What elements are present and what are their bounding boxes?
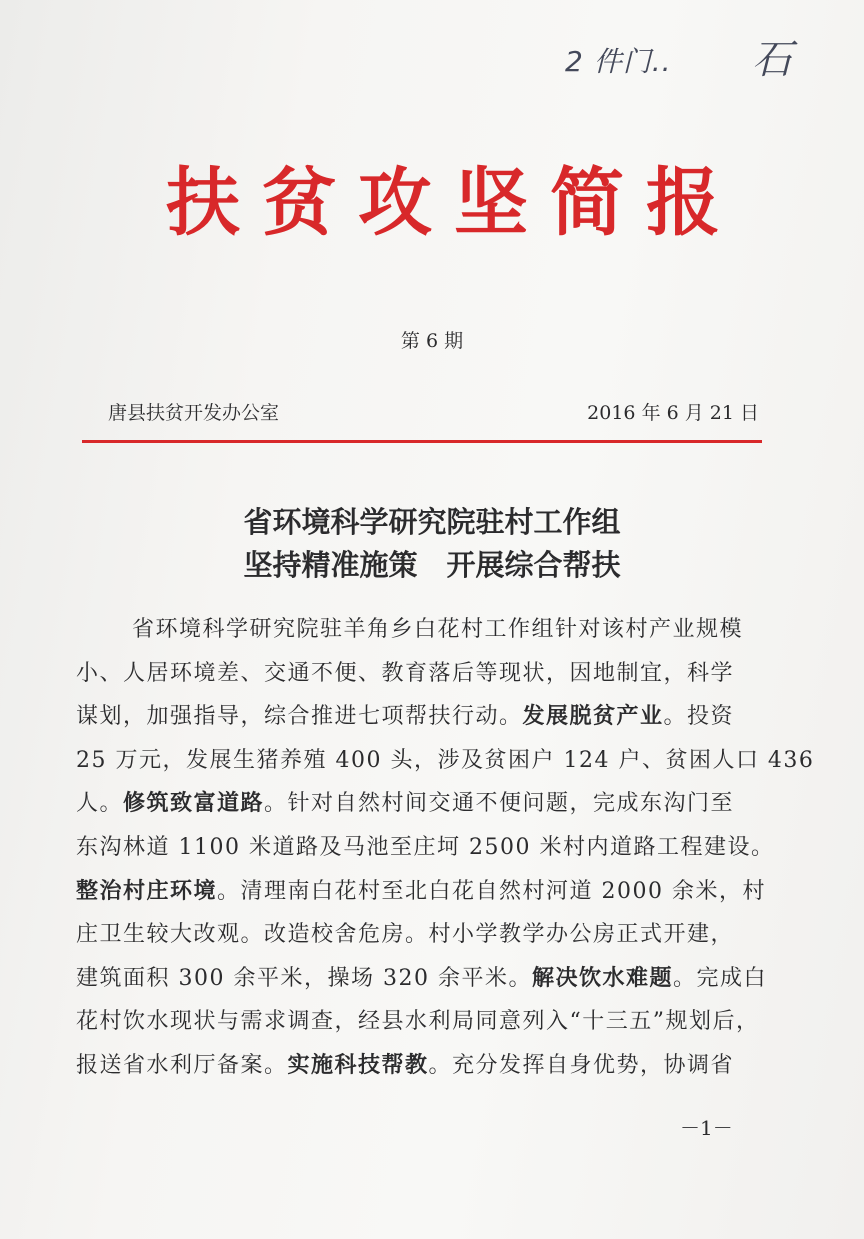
article-body [76,608,815,1088]
issuing-office: 唐县扶贫开发办公室 [108,402,280,424]
body-line: 25 万元，发展生猪养殖 400 头，涉及贫困户 124 户、贫困人口 436 [76,747,815,773]
handwritten-note: 2 件门.. [565,45,672,78]
keyword-highlight: 解决饮水难题 [531,965,673,991]
body-line: 花村饮水现状与需求调查，经县水利局同意列入“十三五”规划后， [76,1009,760,1035]
issue-number: 第 6 期 [400,330,464,352]
handwritten-mark: 石 [752,37,792,83]
keyword-highlight: 实施科技帮教 [287,1052,429,1078]
body-line: 整治村庄环境。清理南白花村至北白花自然村河道 2000 余米，村 [76,878,766,904]
keyword-highlight: 发展脱贫产业 [522,704,664,730]
article-headline-line2: 坚持精准施策 开展综合帮扶 [243,548,621,582]
keyword-highlight: 修筑致富道路 [123,791,265,817]
article-headline-line1: 省环境科学研究院驻村工作组 [243,505,621,539]
body-line: 建筑面积 300 余平米，操场 320 余平米。解决饮水难题。完成白 [76,965,767,991]
bulletin-title: 扶贫攻坚简报 [166,160,742,246]
keyword-highlight: 整治村庄环境 [76,878,218,904]
issue-date: 2016 年 6 月 21 日 [587,402,759,424]
header-divider [82,440,762,443]
body-line: 东沟林道 1100 米道路及马池至庄坷 2500 米村内道路工程建设。 [76,834,775,860]
body-line: 报送省水利厅备案。实施科技帮教。充分发挥自身优势，协调省 [76,1052,735,1078]
body-line: 省环境科学研究院驻羊角乡白花村工作组针对该村产业规模 [132,617,744,642]
body-line: 庄卫生较大改观。改造校舍危房。村小学教学办公房正式开建， [76,922,735,948]
body-line: 人。修筑致富道路。针对自然村间交通不便问题，完成东沟门至 [76,791,735,817]
page-number: －1－ [680,1116,733,1140]
body-line: 谋划，加强指导，综合推进七项帮扶行动。发展脱贫产业。投资 [76,704,735,730]
body-line: 小、人居环境差、交通不便、教育落后等现状，因地制宜，科学 [76,660,735,686]
